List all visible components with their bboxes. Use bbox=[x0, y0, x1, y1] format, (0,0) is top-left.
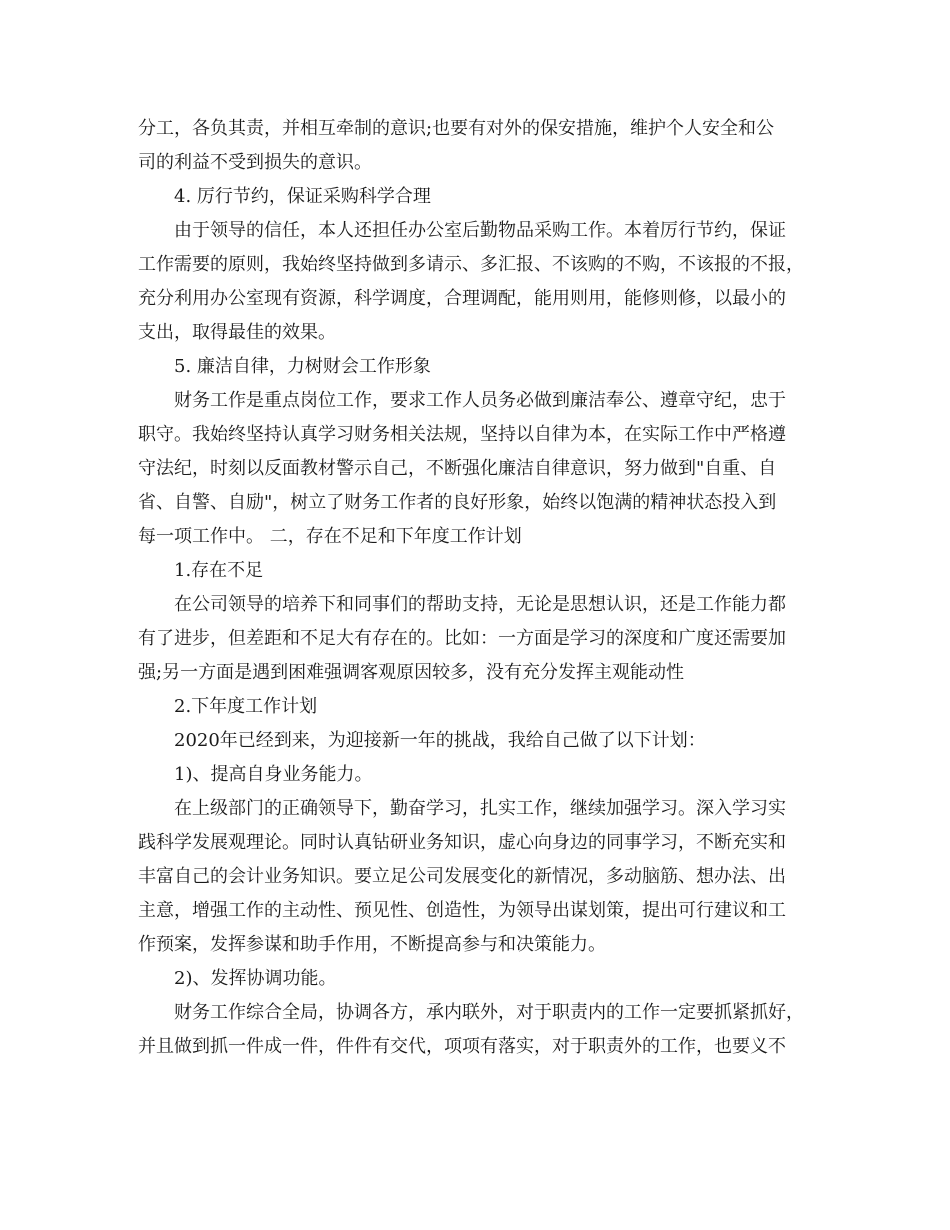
text-line: 有了进步，但差距和不足大有存在的。比如：一方面是学习的深度和广度还需要加 bbox=[138, 628, 786, 649]
text-line: 工作需要的原则，我始终坚持做到多请示、多汇报、不该购的不购，不该报的不报， bbox=[138, 254, 804, 275]
text-line: 践科学发展观理论。同时认真钻研业务知识，虚心向身边的同事学习，不断充实和 bbox=[138, 832, 786, 853]
text-line: 并且做到抓一件成一件，件件有交代，项项有落实，对于职责外的工作，也要义不 bbox=[138, 1036, 786, 1057]
text-line: 1.存在不足 bbox=[174, 560, 264, 581]
text-line: 职守。我始终坚持认真学习财务相关法规，坚持以自律为本，在实际工作中严格遵 bbox=[138, 424, 786, 445]
text-line: 在公司领导的培养下和同事们的帮助支持，无论是思想认识，还是工作能力都 bbox=[174, 594, 786, 615]
text-line: 由于领导的信任，本人还担任办公室后勤物品采购工作。本着厉行节约，保证 bbox=[174, 220, 786, 241]
text-line: 1)、提高自身业务能力。 bbox=[174, 764, 373, 785]
text-line: 4. 厉行节约，保证采购科学合理 bbox=[174, 186, 431, 207]
document-body bbox=[138, 112, 818, 1064]
text-line: 丰富自己的会计业务知识。要立足公司发展变化的新情况，多动脑筋、想办法、出 bbox=[138, 866, 786, 887]
text-line: 强;另一方面是遇到困难强调客观原因较多，没有充分发挥主观能动性 bbox=[138, 662, 685, 683]
text-line: 每一项工作中。 二，存在不足和下年度工作计划 bbox=[138, 526, 522, 547]
text-line: 2)、发挥协调功能。 bbox=[174, 968, 337, 989]
text-line: 2.下年度工作计划 bbox=[174, 696, 318, 717]
text-line: 在上级部门的正确领导下，勤奋学习，扎实工作，继续加强学习。深入学习实 bbox=[174, 798, 786, 819]
text-line: 作预案，发挥参谋和助手作用，不断提高参与和决策能力。 bbox=[138, 934, 606, 955]
text-line: 财务工作是重点岗位工作，要求工作人员务必做到廉洁奉公、遵章守纪，忠于 bbox=[174, 390, 786, 411]
text-line: 分工，各负其责，并相互牵制的意识;也要有对外的保安措施，维护个人安全和公 bbox=[138, 118, 775, 139]
text-line: 司的利益不受到损失的意识。 bbox=[138, 152, 372, 173]
text-line: 省、自警、自励"，树立了财务工作者的良好形象，始终以饱满的精神状态投入到 bbox=[138, 492, 777, 513]
text-line: 2020年已经到来，为迎接新一年的挑战，我给自己做了以下计划： bbox=[174, 730, 706, 751]
text-line: 5. 廉洁自律，力树财会工作形象 bbox=[174, 356, 431, 377]
text-line: 充分利用办公室现有资源，科学调度，合理调配，能用则用，能修则修，以最小的 bbox=[138, 288, 786, 309]
text-line: 主意，增强工作的主动性、预见性、创造性，为领导出谋划策，提出可行建议和工 bbox=[138, 900, 786, 921]
text-line: 守法纪，时刻以反面教材警示自己，不断强化廉洁自律意识，努力做到"自重、自 bbox=[138, 458, 777, 479]
text-line: 财务工作综合全局，协调各方，承内联外，对于职责内的工作一定要抓紧抓好， bbox=[174, 1002, 804, 1023]
text-line: 支出，取得最佳的效果。 bbox=[138, 322, 336, 343]
